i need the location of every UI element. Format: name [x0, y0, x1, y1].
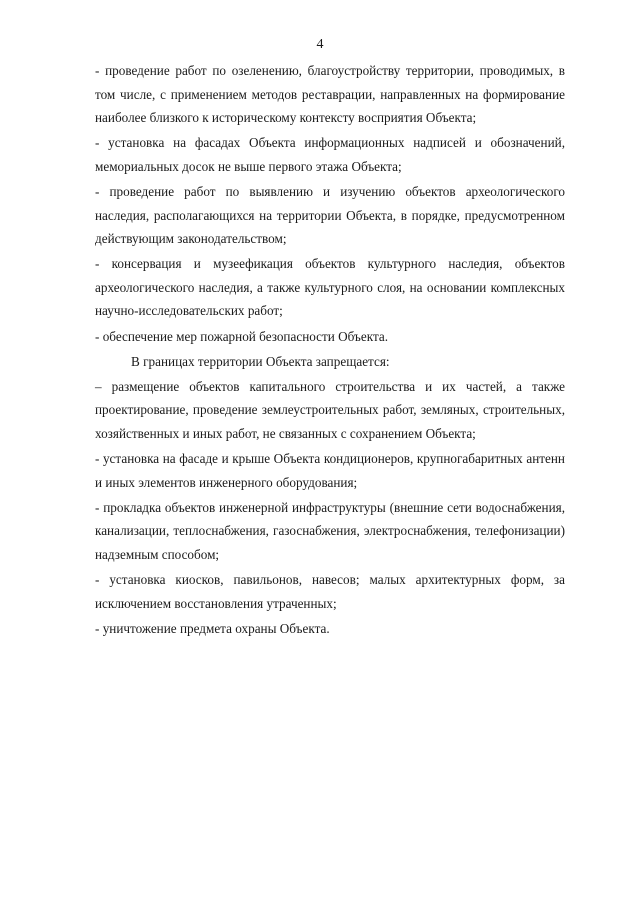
paragraph-infrastructure-ban: - прокладка объектов инженерной инфраструктуры (внешние сети водоснабжения, канализации, теплоснабжения, газоснабжения, электроснабжения, телефонизации) надземным способом; — [95, 499, 565, 562]
paragraph-fire-safety: - обеспечение мер пожарной безопасности Объекта. — [95, 328, 389, 344]
paragraph-destruction-ban: - уничтожение предмета охраны Объекта. — [95, 620, 330, 636]
paragraph-signage: - установка на фасадах Объекта информационных надписей и обозначений, мемориальных досок не выше первого этажа Объекта; — [95, 135, 565, 174]
document-body — [95, 59, 565, 642]
paragraph-kiosk-ban: - установка киосков, павильонов, навесов; малых архитектурных форм, за исключением восстановления утраченных; — [95, 571, 565, 611]
paragraph-conservation: - консервация и музеефикация объектов культурного наследия, объектов археологического наследия, а также культурного слоя, на основании комплексных научно-исследовательских работ; — [95, 256, 565, 319]
paragraph-landscaping: - проведение работ по озеленению, благоустройству территории, проводимых, в том числе, с применением методов реставрации, направленных на формирование наиболее близкого к историческому контексту восприятия Объекта; — [95, 63, 565, 126]
paragraph-equipment-ban: - установка на фасаде и крыше Объекта кондиционеров, крупногабаритных антенн и иных элементов инженерного оборудования; — [95, 451, 565, 490]
paragraph-archaeology-research: - проведение работ по выявлению и изучению объектов археологического наследия, располагающихся на территории Объекта, в порядке, предусмотренном действующим законодательством; — [95, 183, 565, 247]
section-heading-prohibited: В границах территории Объекта запрещается: — [131, 353, 390, 369]
paragraph-construction-ban: – размещение объектов капитального строительства и их частей, а также проектирование, проведение землеустроительных работ, земляных, строительных, хозяйственных и иных работ, не связанных с сохранением Объекта; — [95, 378, 565, 441]
page-number: 4 — [316, 37, 324, 52]
